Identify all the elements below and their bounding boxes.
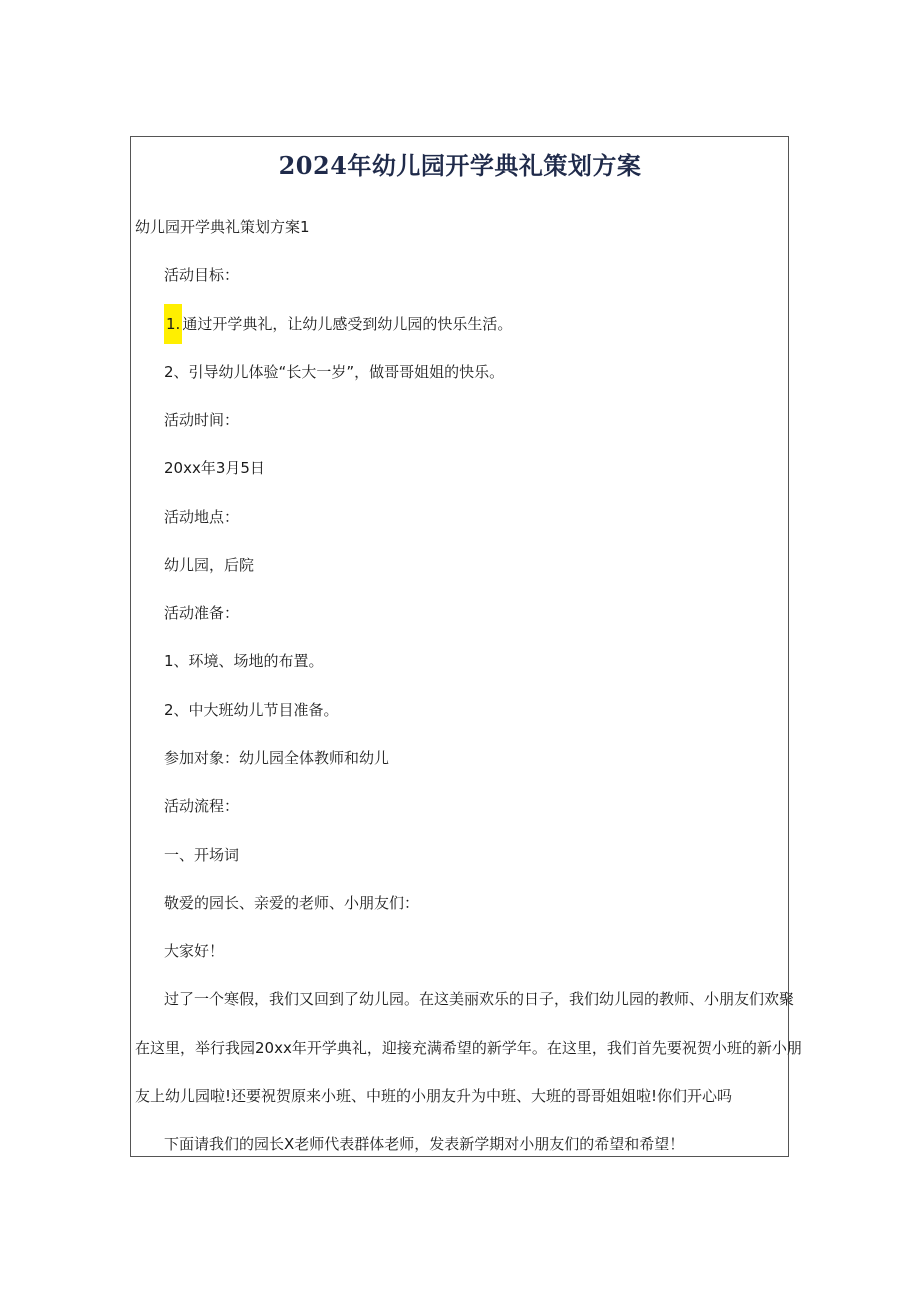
flow-label: 活动流程： — [164, 797, 240, 815]
prep-label: 活动准备： — [164, 604, 240, 622]
paragraph-1-line-1: 过了一个寒假，我们又回到了幼儿园。在这美丽欢乐的日子，我们幼儿园的教师、小朋友们欢聚 — [164, 990, 795, 1008]
goal-item-1-text: 通过开学典礼，让幼儿感受到幼儿园的快乐生活。 — [182, 315, 513, 333]
place-label: 活动地点： — [164, 508, 240, 526]
paragraph-2: 下面请我们的园长X老师代表群体老师，发表新学期对小朋友们的希望和希望！ — [164, 1135, 685, 1153]
hello: 大家好！ — [164, 942, 225, 960]
section-heading: 幼儿园开学典礼策划方案1 — [135, 218, 310, 236]
prep-item-1: 1、环境、场地的布置。 — [164, 652, 324, 670]
greeting: 敬爱的园长、亲爱的老师、小朋友们： — [164, 894, 420, 912]
document-title: 2024年幼儿园开学典礼策划方案 — [278, 151, 642, 180]
goal-label: 活动目标： — [164, 266, 240, 284]
participants: 参加对象：幼儿园全体教师和幼儿 — [164, 749, 390, 767]
goal-item-2: 2、引导幼儿体验“长大一岁”，做哥哥姐姐的快乐。 — [164, 363, 505, 381]
paragraph-1-line-2: 在这里，举行我园20xx年开学典礼，迎接充满希望的新学年。在这里，我们首先要祝贺小班的新小朋 — [135, 1039, 802, 1057]
goal-item-1 — [164, 314, 512, 334]
highlight-marker: 1. — [164, 304, 182, 344]
time-value: 20xx年3月5日 — [164, 459, 265, 477]
paragraph-1-line-3: 友上幼儿园啦!还要祝贺原来小班、中班的小朋友升为中班、大班的哥哥姐姐啦!你们开心吗 — [135, 1087, 733, 1105]
time-label: 活动时间： — [164, 411, 240, 429]
place-value: 幼儿园，后院 — [164, 556, 255, 574]
prep-item-2: 2、中大班幼儿节目准备。 — [164, 701, 339, 719]
flow-item-1: 一、开场词 — [164, 846, 240, 864]
